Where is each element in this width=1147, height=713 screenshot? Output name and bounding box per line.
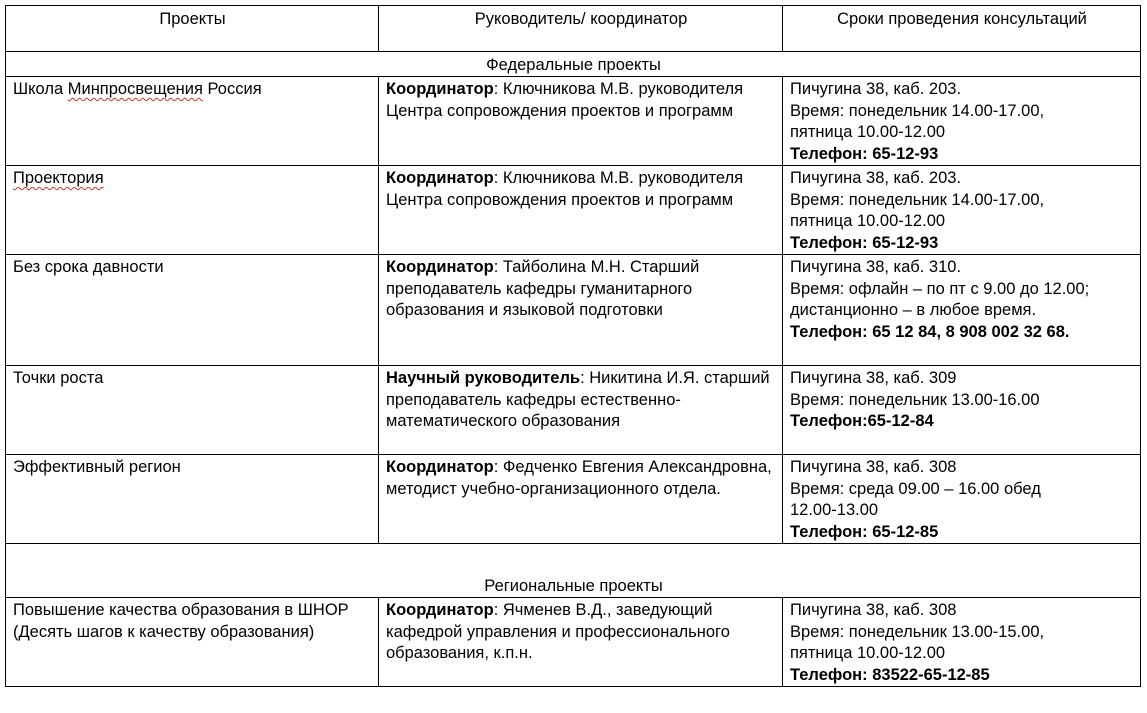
table-row — [6, 366, 1141, 455]
dates-cell — [783, 255, 1141, 366]
project-cell: Проектория — [6, 166, 379, 255]
address: Пичугина 38, каб. 203. — [790, 169, 962, 187]
role-label: Координатор — [386, 458, 494, 476]
project-cell: Без срока давности — [6, 255, 379, 366]
head-text: : Никитина И.Я. старший преподаватель кафедры естественно-математического образования — [386, 369, 770, 430]
head-cell — [379, 166, 783, 255]
phone: Телефон: 83522-65-12-85 — [790, 665, 990, 684]
address: Пичугина 38, каб. 308 — [790, 601, 957, 619]
time-line: пятница 10.00-12.00 — [790, 644, 946, 662]
project-cell: Эффективный регион — [6, 455, 379, 544]
phone: Телефон: 65-12-93 — [790, 233, 939, 252]
dates-cell — [783, 598, 1141, 687]
head-text: : Ключникова М.В. руководителя Центра сопровождения проектов и программ — [386, 169, 744, 209]
role-label: Координатор — [386, 169, 494, 187]
project-cell: Точки роста — [6, 366, 379, 455]
time-line: Время: понедельник 13.00-15.00, — [790, 622, 1045, 641]
head-cell — [379, 598, 783, 687]
table-row — [6, 598, 1141, 687]
dates-cell — [783, 366, 1141, 455]
time-line: дистанционно – в любое время. — [790, 301, 1037, 319]
phone: Телефон:65-12-84 — [790, 412, 934, 430]
project-cell: Школа Минпросвещения Россия — [6, 77, 379, 166]
head-text: : Ключникова М.В. руководителя Центра сопровождения проектов и программ — [386, 80, 744, 120]
phone: Телефон: 65-12-85 — [790, 522, 939, 541]
time-line: Время: понедельник 14.00-17.00, — [790, 190, 1045, 209]
head-cell — [379, 455, 783, 544]
header-projects: Проекты — [6, 6, 379, 52]
project-cell: Повышение качества образования в ШНОР (Десять шагов к качеству образования) — [6, 598, 379, 687]
role-label: Координатор — [386, 601, 494, 619]
head-cell — [379, 77, 783, 166]
time-line: пятница 10.00-12.00 — [790, 212, 946, 230]
section-federal-title: Федеральные проекты — [6, 52, 1141, 77]
dates-cell — [783, 166, 1141, 255]
head-text: : Федченко Евгения Александровна, методист учебно-организационного отдела. — [386, 458, 772, 498]
section-row-federal — [6, 52, 1141, 77]
header-dates: Сроки проведения консультаций — [783, 6, 1141, 52]
time-line: пятница 10.00-12.00 — [790, 123, 946, 141]
time-line: 12.00-13.00 — [790, 501, 879, 519]
time-line: Время: среда 09.00 – 16.00 обед — [790, 479, 1041, 498]
head-cell — [379, 255, 783, 366]
section-row-regional — [6, 544, 1141, 598]
consultations-table — [5, 5, 1141, 687]
head-text: : Тайболина М.Н. Старший преподаватель кафедры гуманитарного образования и языковой подготовки — [386, 258, 700, 319]
time-line: Время: понедельник 13.00-16.00 — [790, 390, 1040, 409]
phone: Телефон: 65 12 84, 8 908 002 32 68. — [790, 322, 1070, 341]
dates-cell — [783, 455, 1141, 544]
role-label: Научный руководитель — [386, 369, 581, 387]
table-row — [6, 455, 1141, 544]
header-row — [6, 6, 1141, 52]
address: Пичугина 38, каб. 203. — [790, 80, 962, 98]
role-label: Координатор — [386, 80, 494, 98]
header-head: Руководитель/ координатор — [379, 6, 783, 52]
table-row — [6, 255, 1141, 366]
head-text: : Ячменев В.Д., заведующий кафедрой управления и профессионального образования, к.п.н. — [386, 601, 730, 662]
address: Пичугина 38, каб. 308 — [790, 458, 957, 476]
section-regional-title: Региональные проекты — [6, 544, 1141, 598]
address: Пичугина 38, каб. 310. — [790, 258, 962, 276]
time-line: Время: понедельник 14.00-17.00, — [790, 101, 1045, 120]
role-label: Координатор — [386, 258, 494, 276]
table-row — [6, 166, 1141, 255]
dates-cell — [783, 77, 1141, 166]
address: Пичугина 38, каб. 309 — [790, 369, 957, 387]
time-line: Время: офлайн – по пт с 9.00 до 12.00; — [790, 279, 1090, 298]
head-cell — [379, 366, 783, 455]
phone: Телефон: 65-12-93 — [790, 144, 939, 163]
table-row — [6, 77, 1141, 166]
